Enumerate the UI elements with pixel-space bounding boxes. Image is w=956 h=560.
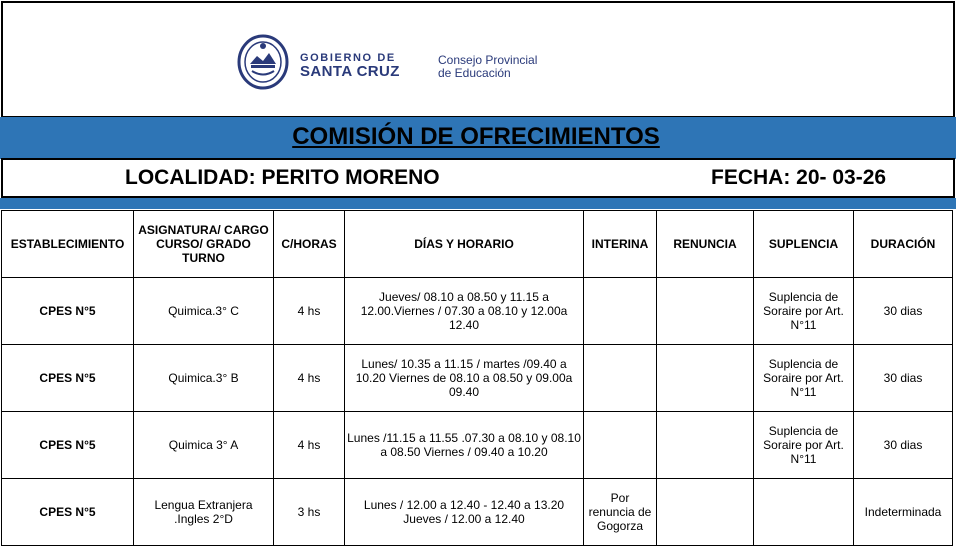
council-line2: de Educación bbox=[438, 66, 511, 80]
cell-interina: Por renuncia de Gogorza bbox=[584, 479, 657, 546]
cell-suplencia: Suplencia de Soraire por Art. N°11 bbox=[754, 412, 854, 479]
cell-renuncia bbox=[657, 278, 754, 345]
cell-horario: Lunes / 12.00 a 12.40 - 12.40 a 13.20 Jueves / 12.00 a 12.40 bbox=[345, 479, 584, 546]
header-horario: DÍAS Y HORARIO bbox=[345, 211, 584, 278]
cell-suplencia: Suplencia de Soraire por Art. N°11 bbox=[754, 278, 854, 345]
cell-renuncia bbox=[657, 345, 754, 412]
header-horas: C/HORAS bbox=[274, 211, 345, 278]
header-interina: INTERINA bbox=[584, 211, 657, 278]
cell-suplencia: Suplencia de Soraire por Art. N°11 bbox=[754, 345, 854, 412]
gov-line1: GOBIERNO DE bbox=[300, 52, 396, 64]
offers-table bbox=[1, 210, 953, 546]
cell-renuncia bbox=[657, 412, 754, 479]
cell-interina bbox=[584, 412, 657, 479]
cell-horas: 4 hs bbox=[274, 412, 345, 479]
table-row bbox=[2, 345, 953, 412]
cell-duracion: 30 dias bbox=[854, 345, 953, 412]
header-duracion: DURACIÓN bbox=[854, 211, 953, 278]
blue-divider bbox=[0, 198, 956, 209]
cell-horario: Jueves/ 08.10 a 08.50 y 11.15 a 12.00.Viernes / 07.30 a 08.10 y 12.00a 12.40 bbox=[345, 278, 584, 345]
cell-asignatura: Quimica.3° B bbox=[134, 345, 274, 412]
council-line1: Consejo Provincial bbox=[438, 53, 538, 67]
header-asignatura: ASIGNATURA/ CARGO CURSO/ GRADO TURNO bbox=[134, 211, 274, 278]
table-row bbox=[2, 479, 953, 546]
header-renuncia: RENUNCIA bbox=[657, 211, 754, 278]
cell-horario: Lunes/ 10.35 a 11.15 / martes /09.40 a 10.20 Viernes de 08.10 a 08.50 y 09.00a 09.40 bbox=[345, 345, 584, 412]
cell-horas: 4 hs bbox=[274, 345, 345, 412]
cell-establecimiento: CPES N°5 bbox=[2, 412, 134, 479]
cell-interina bbox=[584, 345, 657, 412]
cell-horas: 3 hs bbox=[274, 479, 345, 546]
header-suplencia: SUPLENCIA bbox=[754, 211, 854, 278]
header-establecimiento: ESTABLECIMIENTO bbox=[2, 211, 134, 278]
table-header-row bbox=[2, 211, 953, 278]
cell-establecimiento: CPES N°5 bbox=[2, 345, 134, 412]
cell-asignatura: Lengua Extranjera .Ingles 2°D bbox=[134, 479, 274, 546]
cell-duracion: 30 dias bbox=[854, 278, 953, 345]
cell-asignatura: Quimica 3° A bbox=[134, 412, 274, 479]
cell-renuncia bbox=[657, 479, 754, 546]
cell-horas: 4 hs bbox=[274, 278, 345, 345]
cell-duracion: Indeterminada bbox=[854, 479, 953, 546]
page-title: COMISIÓN DE OFRECIMIENTOS bbox=[292, 123, 660, 150]
cell-horario: Lunes /11.15 a 11.55 .07.30 a 08.10 y 08.10 a 08.50 Viernes / 09.40 a 10.20 bbox=[345, 412, 584, 479]
cell-interina bbox=[584, 278, 657, 345]
santa-cruz-seal-icon bbox=[237, 34, 289, 90]
cell-suplencia bbox=[754, 479, 854, 546]
table-row bbox=[2, 278, 953, 345]
cell-asignatura: Quimica.3° C bbox=[134, 278, 274, 345]
date-label: FECHA: 20- 03-26 bbox=[711, 166, 887, 189]
gov-line2: SANTA CRUZ bbox=[300, 63, 400, 80]
cell-duracion: 30 dias bbox=[854, 412, 953, 479]
cell-establecimiento: CPES N°5 bbox=[2, 479, 134, 546]
table-row bbox=[2, 412, 953, 479]
location-label: LOCALIDAD: PERITO MORENO bbox=[125, 166, 440, 189]
cell-establecimiento: CPES N°5 bbox=[2, 278, 134, 345]
